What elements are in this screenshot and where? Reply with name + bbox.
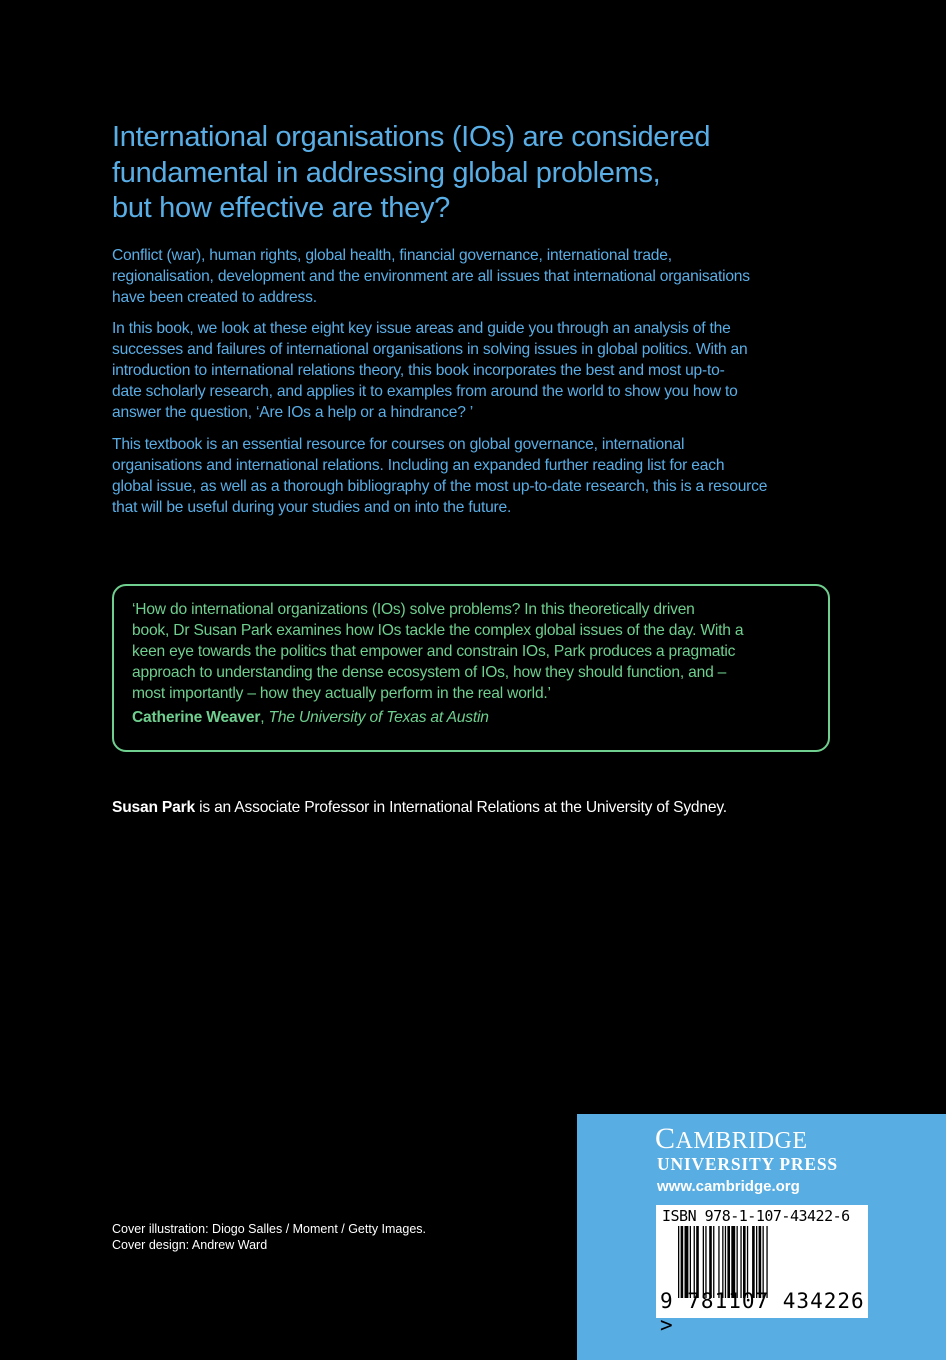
- text-line: global issue, as well as a thorough bibliography of the most up-to-date research, this is a resource: [112, 478, 768, 495]
- headline: [112, 120, 710, 227]
- quote-affiliation: The University of Texas at Austin: [268, 709, 489, 726]
- quote-line: book, Dr Susan Park examines how IOs tackle the complex global issues of the day. With a: [132, 622, 744, 639]
- text-line: Conflict (war), human rights, global health, financial governance, international trade,: [112, 247, 672, 264]
- quote-line: most importantly – how they actually perform in the real world.’: [132, 685, 551, 702]
- author-bio-text: is an Associate Professor in International Relations at the University of Sydney.: [194, 799, 727, 816]
- publisher-logo-cambridge: CAMBRIDGE: [655, 1122, 808, 1155]
- text-line: regionalisation, development and the environment are all issues that international organisations: [112, 268, 750, 285]
- isbn-text: ISBN 978-1-107-43422-6: [662, 1207, 850, 1225]
- text-line: answer the question, ‘Are IOs a help or a hindrance? ’: [112, 404, 474, 421]
- text-line: that will be useful during your studies and on into the future.: [112, 499, 512, 516]
- blurb-paragraph-3: [112, 434, 767, 518]
- isbn-barcode-box: [656, 1205, 868, 1337]
- barcode-icon: [678, 1226, 838, 1298]
- publisher-url: www.cambridge.org: [657, 1178, 800, 1195]
- ean-number: 9 781107 434226 >: [660, 1289, 865, 1337]
- endorsement-quote: [132, 599, 743, 728]
- text-line: In this book, we look at these eight key issue areas and guide you through an analysis of the: [112, 320, 731, 337]
- text-line: successes and failures of international organisations in solving issues in global politics. With an: [112, 341, 748, 358]
- text-line: have been created to address.: [112, 289, 317, 306]
- headline-line: but how effective are they?: [112, 192, 450, 224]
- quote-line: ‘How do international organizations (IOs) solve problems? In this theoretically driven: [132, 601, 695, 618]
- blurb-paragraph-1: [112, 245, 750, 308]
- illustration-credit: Cover illustration: Diogo Salles / Moment / Getty Images.: [112, 1222, 427, 1236]
- headline-line: International organisations (IOs) are considered: [112, 121, 711, 153]
- text-line: This textbook is an essential resource for courses on global governance, international: [112, 436, 685, 453]
- blurb-paragraph-2: [112, 318, 748, 423]
- quote-line: approach to understanding the dense ecosystem of IOs, how they should function, and –: [132, 664, 727, 681]
- publisher-panel: [577, 1114, 946, 1360]
- quote-line: keen eye towards the politics that empower and constrain IOs, Park produces a pragmatic: [132, 643, 736, 660]
- cover-credits: [112, 1221, 426, 1253]
- text-line: organisations and international relations. Including an expanded further reading list for each: [112, 457, 725, 474]
- headline-line: fundamental in addressing global problems,: [112, 156, 661, 189]
- author-name: Susan Park: [112, 799, 195, 816]
- publisher-logo-university-press: UNIVERSITY PRESS: [657, 1154, 838, 1174]
- attribution-separator: ,: [260, 709, 269, 726]
- design-credit: Cover design: Andrew Ward: [112, 1238, 268, 1252]
- text-line: introduction to international relations theory, this book incorporates the best and most up-to-: [112, 362, 725, 379]
- author-bio: [112, 799, 727, 817]
- quote-attribution: [132, 707, 743, 728]
- quote-author: Catherine Weaver: [132, 709, 261, 726]
- text-line: date scholarly research, and applies it to examples from around the world to show you how to: [112, 383, 738, 400]
